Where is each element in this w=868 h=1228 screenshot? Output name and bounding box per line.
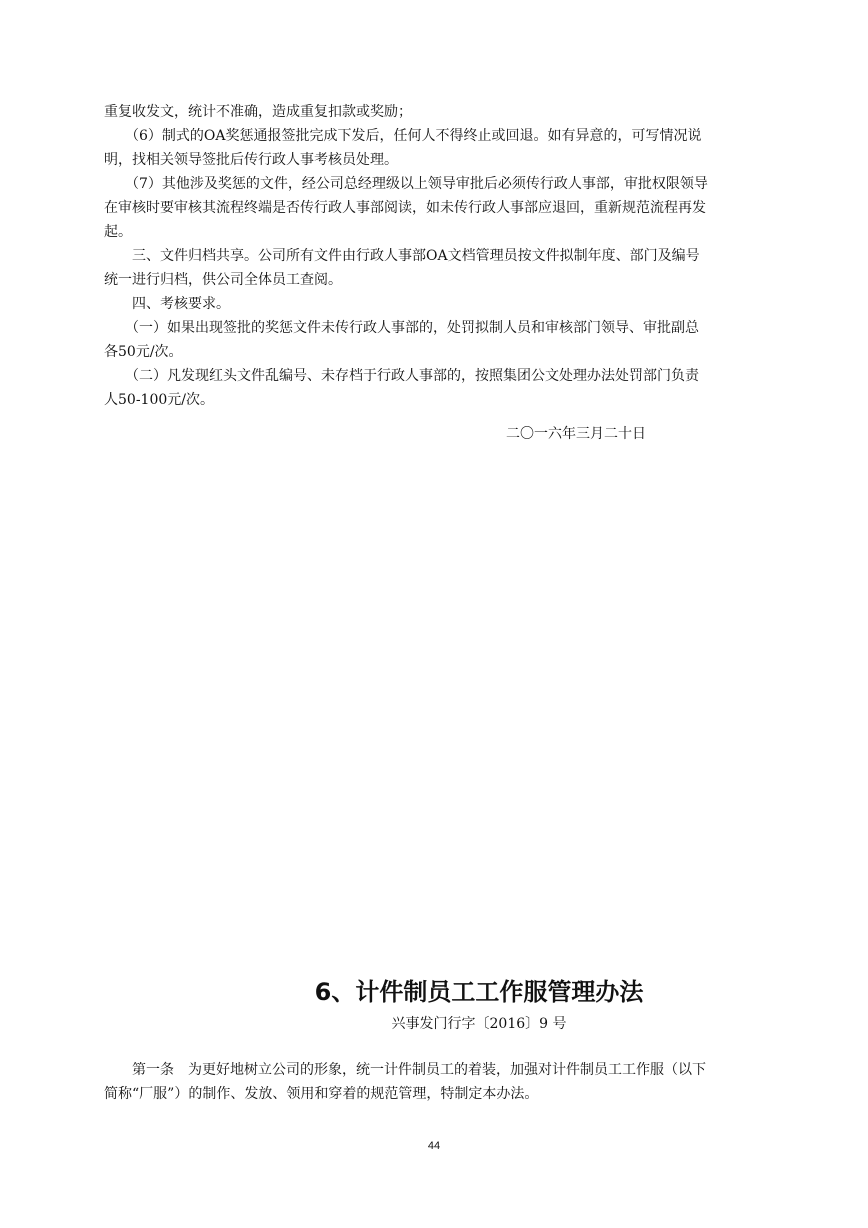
text-line: 在审核时要审核其流程终端是否传行政人事部阅读，如未传行政人事部应退回，重新规范流程再发: [104, 200, 706, 216]
document-number: 兴事发门行字〔2016〕9 号: [391, 1016, 567, 1032]
article-text-block: [104, 1058, 768, 1106]
text-line: 四、考核要求。: [104, 296, 230, 312]
text-line: 起。: [104, 224, 132, 240]
document-date: 二〇一六年三月二十日: [506, 426, 646, 442]
section-title: 6、计件制员工工作服管理办法: [314, 978, 644, 1006]
text-line: 统一进行归档，供公司全体员工查阅。: [104, 272, 342, 288]
page-number: 44: [427, 1140, 441, 1152]
text-line: （二）凡发现红头文件乱编号、未存档于行政人事部的，按照集团公文处理办法处罚部门负责: [104, 368, 699, 384]
text-line: 人50-100元/次。: [104, 392, 214, 408]
text-line: （7）其他涉及奖惩的文件，经公司总经理级以上领导审批后必须传行政人事部，审批权限领导: [104, 176, 708, 192]
text-line: （一）如果出现签批的奖惩文件未传行政人事部的，处罚拟制人员和审核部门领导、审批副总: [104, 320, 699, 336]
text-line: 三、文件归档共享。公司所有文件由行政人事部OA文档管理员按文件拟制年度、部门及编号: [104, 248, 700, 264]
text-line: 明，找相关领导签批后传行政人事考核员处理。: [104, 152, 398, 168]
text-line: 重复收发文，统计不准确，造成重复扣款或奖励；: [104, 104, 412, 120]
text-line: （6）制式的OA奖惩通报签批完成下发后，任何人不得终止或回退。如有异意的，可写情况说: [104, 128, 702, 144]
text-line: 第一条 为更好地树立公司的形象，统一计件制员工的着装，加强对计件制员工工作服（以下: [104, 1062, 706, 1078]
text-line: 简称“厂服”）的制作、发放、领用和穿着的规范管理，特制定本办法。: [104, 1086, 539, 1102]
body-text-block: [104, 100, 768, 412]
text-line: 各50元/次。: [104, 344, 183, 360]
